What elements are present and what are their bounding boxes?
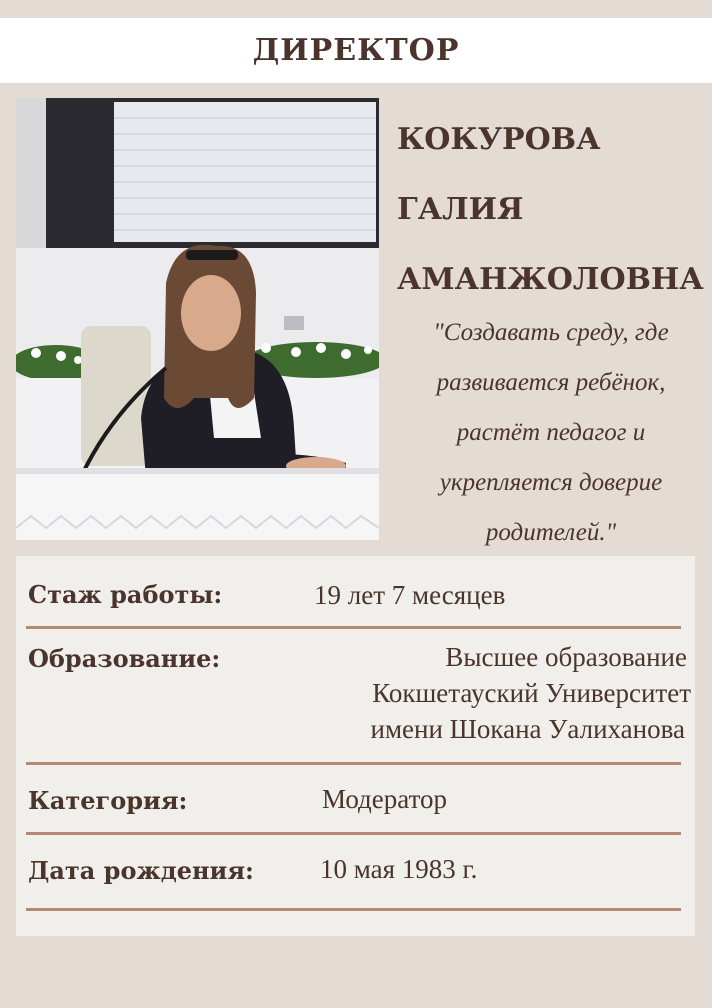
divider: [26, 626, 681, 629]
education-university: Кокшетауский Университет: [372, 678, 691, 708]
divider: [26, 832, 681, 835]
person-first-name: ГАЛИЯ: [397, 192, 524, 227]
page-title: ДИРЕКТОР: [252, 33, 460, 68]
person-surname: КОКУРОВА: [397, 122, 601, 157]
motto-quote: [392, 308, 710, 558]
quote-line: развивается ребёнок,: [436, 369, 666, 396]
person-patronymic: АМАНЖОЛОВНА: [397, 262, 704, 297]
details-card: [16, 556, 695, 936]
quote-line: растёт педагог и: [456, 419, 646, 446]
experience-label: Стаж работы:: [28, 580, 223, 609]
quote-line: "Создавать среду, где: [433, 319, 669, 346]
birthdate-value: 10 мая 1983 г.: [320, 854, 478, 884]
quote-line: укрепляется доверие: [439, 469, 663, 496]
title-bar: [0, 18, 712, 83]
education-university-name: имени Шокана Уалиханова: [370, 714, 685, 744]
divider: [26, 762, 681, 765]
experience-value: 19 лет 7 месяцев: [314, 580, 506, 610]
quote-line: родителей.": [485, 519, 617, 546]
divider: [26, 908, 681, 911]
portrait-illustration: [16, 98, 379, 540]
education-degree: Высшее образование: [445, 642, 687, 672]
education-label: Образование:: [28, 644, 221, 673]
birthdate-label: Дата рождения:: [28, 856, 254, 885]
category-label: Категория:: [28, 786, 188, 815]
category-value: Модератор: [322, 784, 448, 814]
portrait-photo: [16, 98, 379, 540]
